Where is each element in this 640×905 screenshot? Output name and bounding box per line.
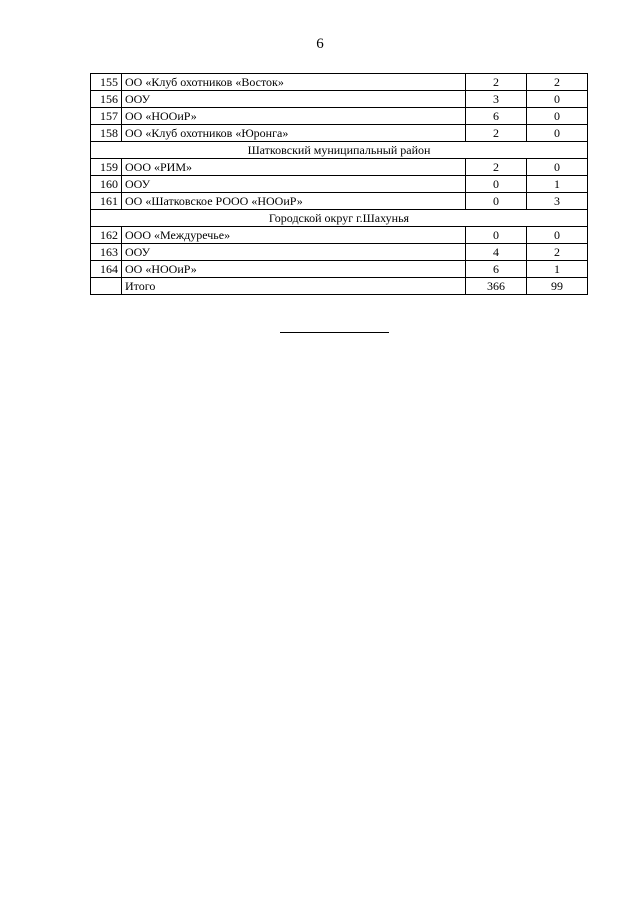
row-number-cell: 162 bbox=[91, 227, 122, 244]
value-a-cell: 3 bbox=[466, 91, 527, 108]
organization-name-cell: Итого bbox=[122, 278, 466, 295]
row-number-cell bbox=[91, 278, 122, 295]
value-b-cell: 2 bbox=[527, 244, 588, 261]
value-b-cell: 0 bbox=[527, 159, 588, 176]
table-row bbox=[91, 176, 588, 193]
row-number-cell: 164 bbox=[91, 261, 122, 278]
section-row bbox=[91, 210, 588, 227]
table-row bbox=[91, 91, 588, 108]
value-b-cell: 3 bbox=[527, 193, 588, 210]
table-row bbox=[91, 125, 588, 142]
value-b-cell: 0 bbox=[527, 125, 588, 142]
value-b-cell: 1 bbox=[527, 176, 588, 193]
value-a-cell: 6 bbox=[466, 108, 527, 125]
organization-name-cell: ООУ bbox=[122, 176, 466, 193]
value-a-cell: 2 bbox=[466, 159, 527, 176]
organization-name-cell: ООО «РИМ» bbox=[122, 159, 466, 176]
row-number-cell: 156 bbox=[91, 91, 122, 108]
organization-name-cell: ОО «Клуб охотников «Восток» bbox=[122, 74, 466, 91]
value-b-cell: 1 bbox=[527, 261, 588, 278]
organization-name-cell: ОО «НООиР» bbox=[122, 261, 466, 278]
value-b-cell: 99 bbox=[527, 278, 588, 295]
value-a-cell: 366 bbox=[466, 278, 527, 295]
table-row bbox=[91, 159, 588, 176]
organization-name-cell: ОО «Клуб охотников «Юронга» bbox=[122, 125, 466, 142]
value-a-cell: 2 bbox=[466, 125, 527, 142]
section-title: Городской округ г.Шахунья bbox=[91, 210, 588, 227]
row-number-cell: 155 bbox=[91, 74, 122, 91]
value-b-cell: 0 bbox=[527, 108, 588, 125]
table-row bbox=[91, 261, 588, 278]
value-a-cell: 0 bbox=[466, 227, 527, 244]
table-row bbox=[91, 193, 588, 210]
row-number-cell: 158 bbox=[91, 125, 122, 142]
total-row bbox=[91, 278, 588, 295]
organization-name-cell: ООУ bbox=[122, 244, 466, 261]
value-a-cell: 0 bbox=[466, 193, 527, 210]
value-a-cell: 0 bbox=[466, 176, 527, 193]
value-b-cell: 2 bbox=[527, 74, 588, 91]
organization-name-cell: ОО «Шатковское РООО «НООиР» bbox=[122, 193, 466, 210]
table-row bbox=[91, 74, 588, 91]
row-number-cell: 160 bbox=[91, 176, 122, 193]
row-number-cell: 159 bbox=[91, 159, 122, 176]
data-table bbox=[90, 73, 588, 295]
page-number: 6 bbox=[316, 36, 324, 52]
row-number-cell: 157 bbox=[91, 108, 122, 125]
row-number-cell: 161 bbox=[91, 193, 122, 210]
value-a-cell: 2 bbox=[466, 74, 527, 91]
value-a-cell: 4 bbox=[466, 244, 527, 261]
table-body bbox=[91, 74, 588, 295]
value-b-cell: 0 bbox=[527, 227, 588, 244]
value-b-cell: 0 bbox=[527, 91, 588, 108]
section-row bbox=[91, 142, 588, 159]
organization-name-cell: ООУ bbox=[122, 91, 466, 108]
organization-name-cell: ООО «Междуречье» bbox=[122, 227, 466, 244]
separator-line bbox=[280, 332, 389, 333]
section-title: Шатковский муниципальный район bbox=[91, 142, 588, 159]
value-a-cell: 6 bbox=[466, 261, 527, 278]
row-number-cell: 163 bbox=[91, 244, 122, 261]
table-row bbox=[91, 244, 588, 261]
organization-name-cell: ОО «НООиР» bbox=[122, 108, 466, 125]
table-row bbox=[91, 227, 588, 244]
table-row bbox=[91, 108, 588, 125]
